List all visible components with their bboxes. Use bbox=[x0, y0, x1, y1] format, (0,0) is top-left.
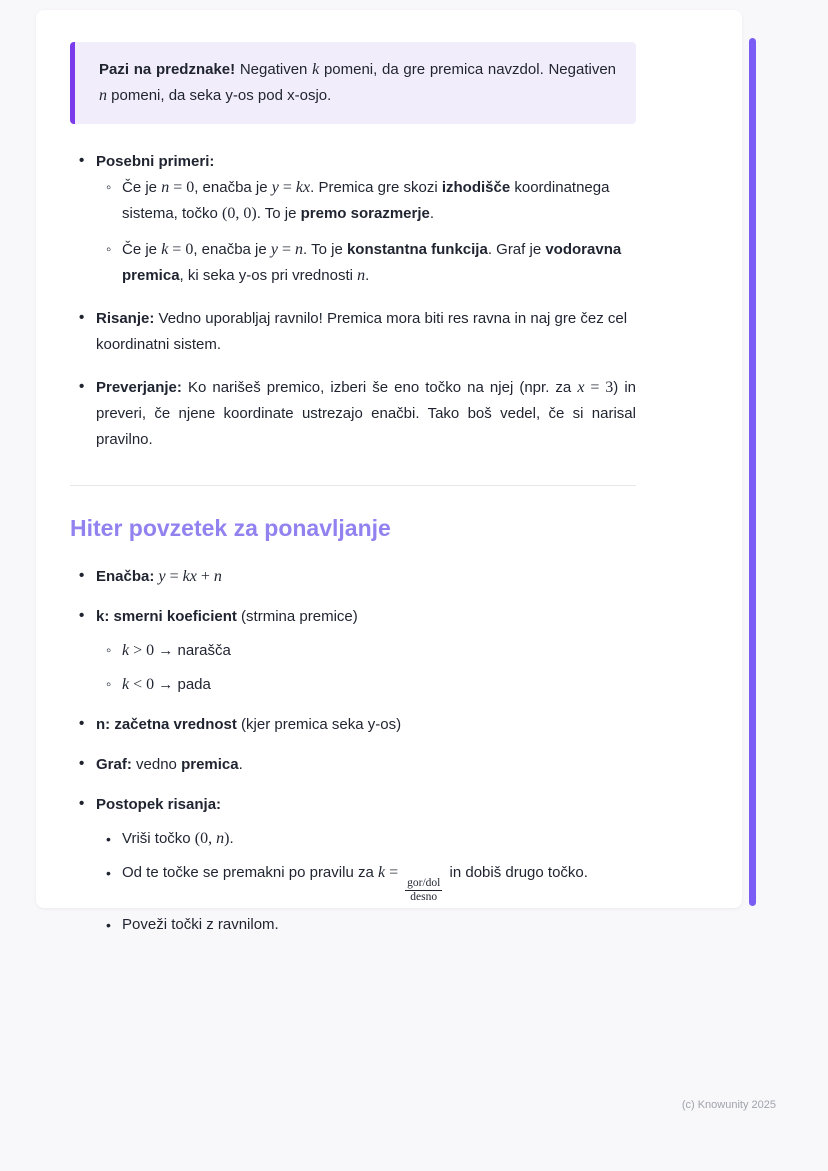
footer-credit: (c) Knowunity 2025 bbox=[681, 1099, 776, 1111]
document-page bbox=[36, 10, 742, 933]
sub-bullet-k-pozitiven bbox=[96, 638, 636, 664]
sublist-k bbox=[96, 638, 636, 698]
section-divider bbox=[70, 485, 636, 486]
callout-text: Pazi na predznake! Negativen k pomeni, da gre premica navzdol. Negativen n pomeni, da seka y-os pod x-osjo. bbox=[99, 61, 617, 104]
summary-list bbox=[70, 564, 636, 938]
bullet-item-graf bbox=[70, 752, 636, 778]
fraction: $\frac{\text{gor/dol}}{\text{desno}}$ bbox=[407, 877, 441, 903]
sub-bullet-k-negativen bbox=[96, 672, 636, 698]
bullet-text: • Graf: vedno premica. bbox=[96, 756, 243, 773]
sublist-posebni-primeri bbox=[96, 175, 636, 289]
sublist-postopek bbox=[96, 826, 636, 938]
summary-section bbox=[70, 564, 636, 938]
bullet-item-preverjanje bbox=[70, 375, 636, 453]
sub-bullet-text: • Vriši točko (0, n). bbox=[122, 830, 234, 847]
sub-bullet-povezi bbox=[96, 912, 636, 938]
sub-bullet-premakni bbox=[96, 860, 636, 904]
bullet-text: • k: smerni koeficient (strmina premice) bbox=[96, 608, 358, 625]
bullet-text: • Enačba: y = kx + n bbox=[96, 568, 222, 585]
bullet-item-enacba bbox=[70, 564, 636, 590]
warning-callout bbox=[70, 42, 636, 124]
bullet-text: • n: začetna vrednost (kjer premica seka y-os) bbox=[96, 716, 402, 733]
sub-bullet-text: • Poveži točki z ravnilom. bbox=[122, 916, 279, 933]
sub-bullet-vrisi-tocko bbox=[96, 826, 636, 852]
bullet-text: • Preverjanje: Ko narišeš premico, izberi še eno točko na njej (npr. za x = 3) in preveri, če njene koordinate ustrezajo enačbi. Tako boš vedel, če si narisal pravilno. bbox=[96, 379, 636, 448]
bullet-item-posebni-primeri bbox=[70, 149, 636, 289]
scrollbar-thumb[interactable] bbox=[749, 38, 756, 906]
notes-list bbox=[70, 149, 636, 453]
sub-bullet-text: ◦ k < 0 → pada bbox=[122, 676, 211, 693]
sub-bullet-text: ◦ k > 0 → narašča bbox=[122, 642, 231, 659]
sub-bullet-text: ◦ Če je k = 0, enačba je y = n. To je konstantna funkcija. Graf je vodoravna premica, ki seka y-os pri vrednosti n. bbox=[122, 241, 622, 284]
sub-bullet-text: ◦ Če je n = 0, enačba je y = kx. Premica gre skozi izhodišče koordinatnega sistema, točko (0, 0). To je premo sorazmerje. bbox=[122, 179, 610, 222]
sub-bullet-text: • Od te točke se premakni po pravilu za k = $\frac{\text{gor/dol}}{\text{desno}}$ in dobiš drugo točko. bbox=[122, 864, 588, 903]
bullet-text: • Risanje: Vedno uporabljaj ravnilo! Premica mora biti res ravna in naj gre čez cel koordinatni sistem. bbox=[96, 310, 628, 353]
bullet-item-smerni-koeficient bbox=[70, 604, 636, 698]
document-content bbox=[70, 42, 636, 938]
sub-bullet-n-0 bbox=[96, 175, 636, 227]
sub-bullet-k-0 bbox=[96, 237, 636, 289]
bullet-item-postopek-risanja bbox=[70, 792, 636, 938]
bullet-item-zacetna-vrednost bbox=[70, 712, 636, 738]
section-heading: Hiter povzetek za ponavljanje bbox=[70, 515, 391, 541]
bullet-text: • Posebni primeri: bbox=[96, 153, 215, 170]
bullet-item-risanje bbox=[70, 306, 636, 358]
bullet-text: • Postopek risanja: bbox=[96, 796, 222, 813]
